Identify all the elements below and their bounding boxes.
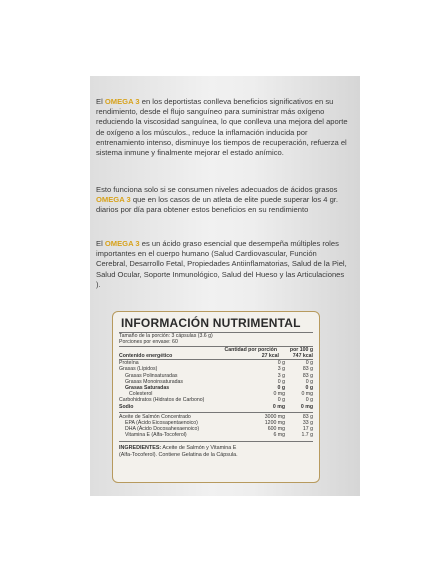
- ingredients-heading: INGREDIENTES:: [119, 444, 162, 451]
- nutrient-portion: 3 g: [277, 372, 285, 379]
- paragraph-text: que en los casos de un atleta de elite puede superar los 4 gr. diarios por día para obtener estos beneficios en su rendimiento: [96, 195, 339, 215]
- divider: [119, 441, 313, 442]
- servings-per-container: Porciones por envase: 60: [119, 339, 178, 346]
- omega3-highlight: OMEGA 3: [96, 195, 131, 205]
- nutrient-label: Sodio: [119, 403, 134, 410]
- nutrient-label: Grasas Monoinsaturadas: [125, 378, 183, 385]
- ingredient-100g: 17 g: [302, 426, 313, 433]
- nutrient-portion: 0 g: [277, 397, 285, 404]
- nutrient-portion: 0 g: [277, 360, 285, 367]
- nutrient-portion: 0 mg: [272, 403, 285, 410]
- roles-paragraph: [96, 239, 350, 290]
- nutrient-label: Proteína: [119, 360, 139, 367]
- nutrient-label: Colesterol: [129, 391, 153, 398]
- nutrient-100g: 0 g: [305, 360, 313, 367]
- energy-100g: 747 kcal: [292, 353, 313, 360]
- ingredient-100g: 1.7 g: [301, 432, 313, 439]
- dosage-paragraph: [96, 185, 350, 216]
- serving-size: Tamaño de la porción: 3 cápsulas (3.6 g): [119, 333, 213, 339]
- omega3-highlight: OMEGA 3: [104, 239, 140, 248]
- paragraph-text: Esto funciona solo si se consumen niveles adecuados de ácidos grasos: [96, 185, 338, 194]
- ingredient-portion: 3000 mg: [264, 413, 285, 420]
- table-row: [119, 404, 313, 410]
- nutrient-label: Grasas Polinsaturadas: [125, 372, 178, 379]
- nutrient-label: Carbohidratos (Hidratos de Carbono): [119, 397, 205, 404]
- benefits-paragraph: [96, 97, 350, 158]
- energy-label: Contenido energético: [119, 353, 173, 360]
- nutrient-portion: 0 mg: [273, 391, 285, 398]
- ingredient-label: DHA (Ácido Docosahexaenoico): [125, 426, 200, 433]
- ingredients-text: Aceite de Salmón y Vitamina E (Alfa-Tocoferol). Contiene Gelatina de la Cápsula.: [119, 444, 238, 458]
- nutrient-portion: 0 g: [277, 378, 285, 385]
- nutrient-portion: 0 g: [277, 385, 285, 392]
- ingredient-label: Aceite de Salmón Concentrado: [119, 413, 191, 420]
- nutrient-100g: 0 g: [305, 378, 313, 385]
- paragraph-text: El: [96, 239, 105, 248]
- ingredients-statement: [119, 445, 239, 459]
- nutrition-facts-panel: [112, 311, 320, 483]
- energy-portion: 27 kcal: [261, 353, 279, 360]
- ingredient-100g: 83 g: [302, 413, 313, 420]
- nutrient-100g: 0 mg: [301, 391, 313, 398]
- nutrition-title: INFORMACIÓN NUTRIMENTAL: [121, 316, 301, 330]
- ingredient-portion: 600 mg: [267, 426, 285, 433]
- ingredient-portion: 6 mg: [273, 432, 285, 439]
- paragraph-text: El: [96, 97, 105, 106]
- ingredient-100g: 33 g: [302, 420, 313, 427]
- nutrient-100g: 0 g: [305, 385, 313, 392]
- col-100g-header: por 100 g: [289, 346, 313, 353]
- ingredient-label: Vitamina E (Alfa-Tocoferol): [125, 432, 187, 439]
- col-portion-header: Cantidad por porción: [224, 346, 277, 353]
- nutrient-100g: 83 g: [302, 372, 313, 379]
- paragraph-text: es un ácido graso esencial que desempeña múltiples roles importantes en el cuerpo humano (Salud Cardiovascular, Función Cerebral, Desarrollo Fetal, Propiedades Antiinflamatorias, Salud de la Piel, Salud Ocular, Soporte Inmunológico, Salud del Hueso y las Articulaciones ).: [96, 239, 347, 289]
- nutrient-label: Grasas (Lípidos): [119, 366, 158, 373]
- divider: [119, 412, 313, 413]
- ingredient-portion: 1200 mg: [264, 420, 285, 427]
- energy-row: [119, 353, 313, 359]
- nutrient-100g: 0 mg: [300, 403, 313, 410]
- ingredient-label: EPA (Ácido Eicosapentaenoico): [125, 420, 198, 427]
- omega3-highlight: OMEGA 3: [104, 97, 140, 106]
- paragraph-text: en los deportistas conlleva beneficios significativos en su rendimiento, desde el flujo sanguíneo para suministrar más oxígeno reduciendo la viscosidad sanguínea, lo que conlleva una mejora del aporte de oxígeno a los músculos., reduce la inflamación inducida por entrenamiento intenso, disminuye los tiempos de recuperación, refuerza el sistema inmune y finalmente mejorar el estado anímico.: [96, 97, 348, 158]
- nutrient-portion: 3 g: [277, 366, 285, 373]
- nutrient-label: Grasas Saturadas: [125, 385, 170, 392]
- nutrient-100g: 0 g: [305, 397, 313, 404]
- table-row: [119, 432, 313, 438]
- nutrient-100g: 83 g: [302, 366, 313, 373]
